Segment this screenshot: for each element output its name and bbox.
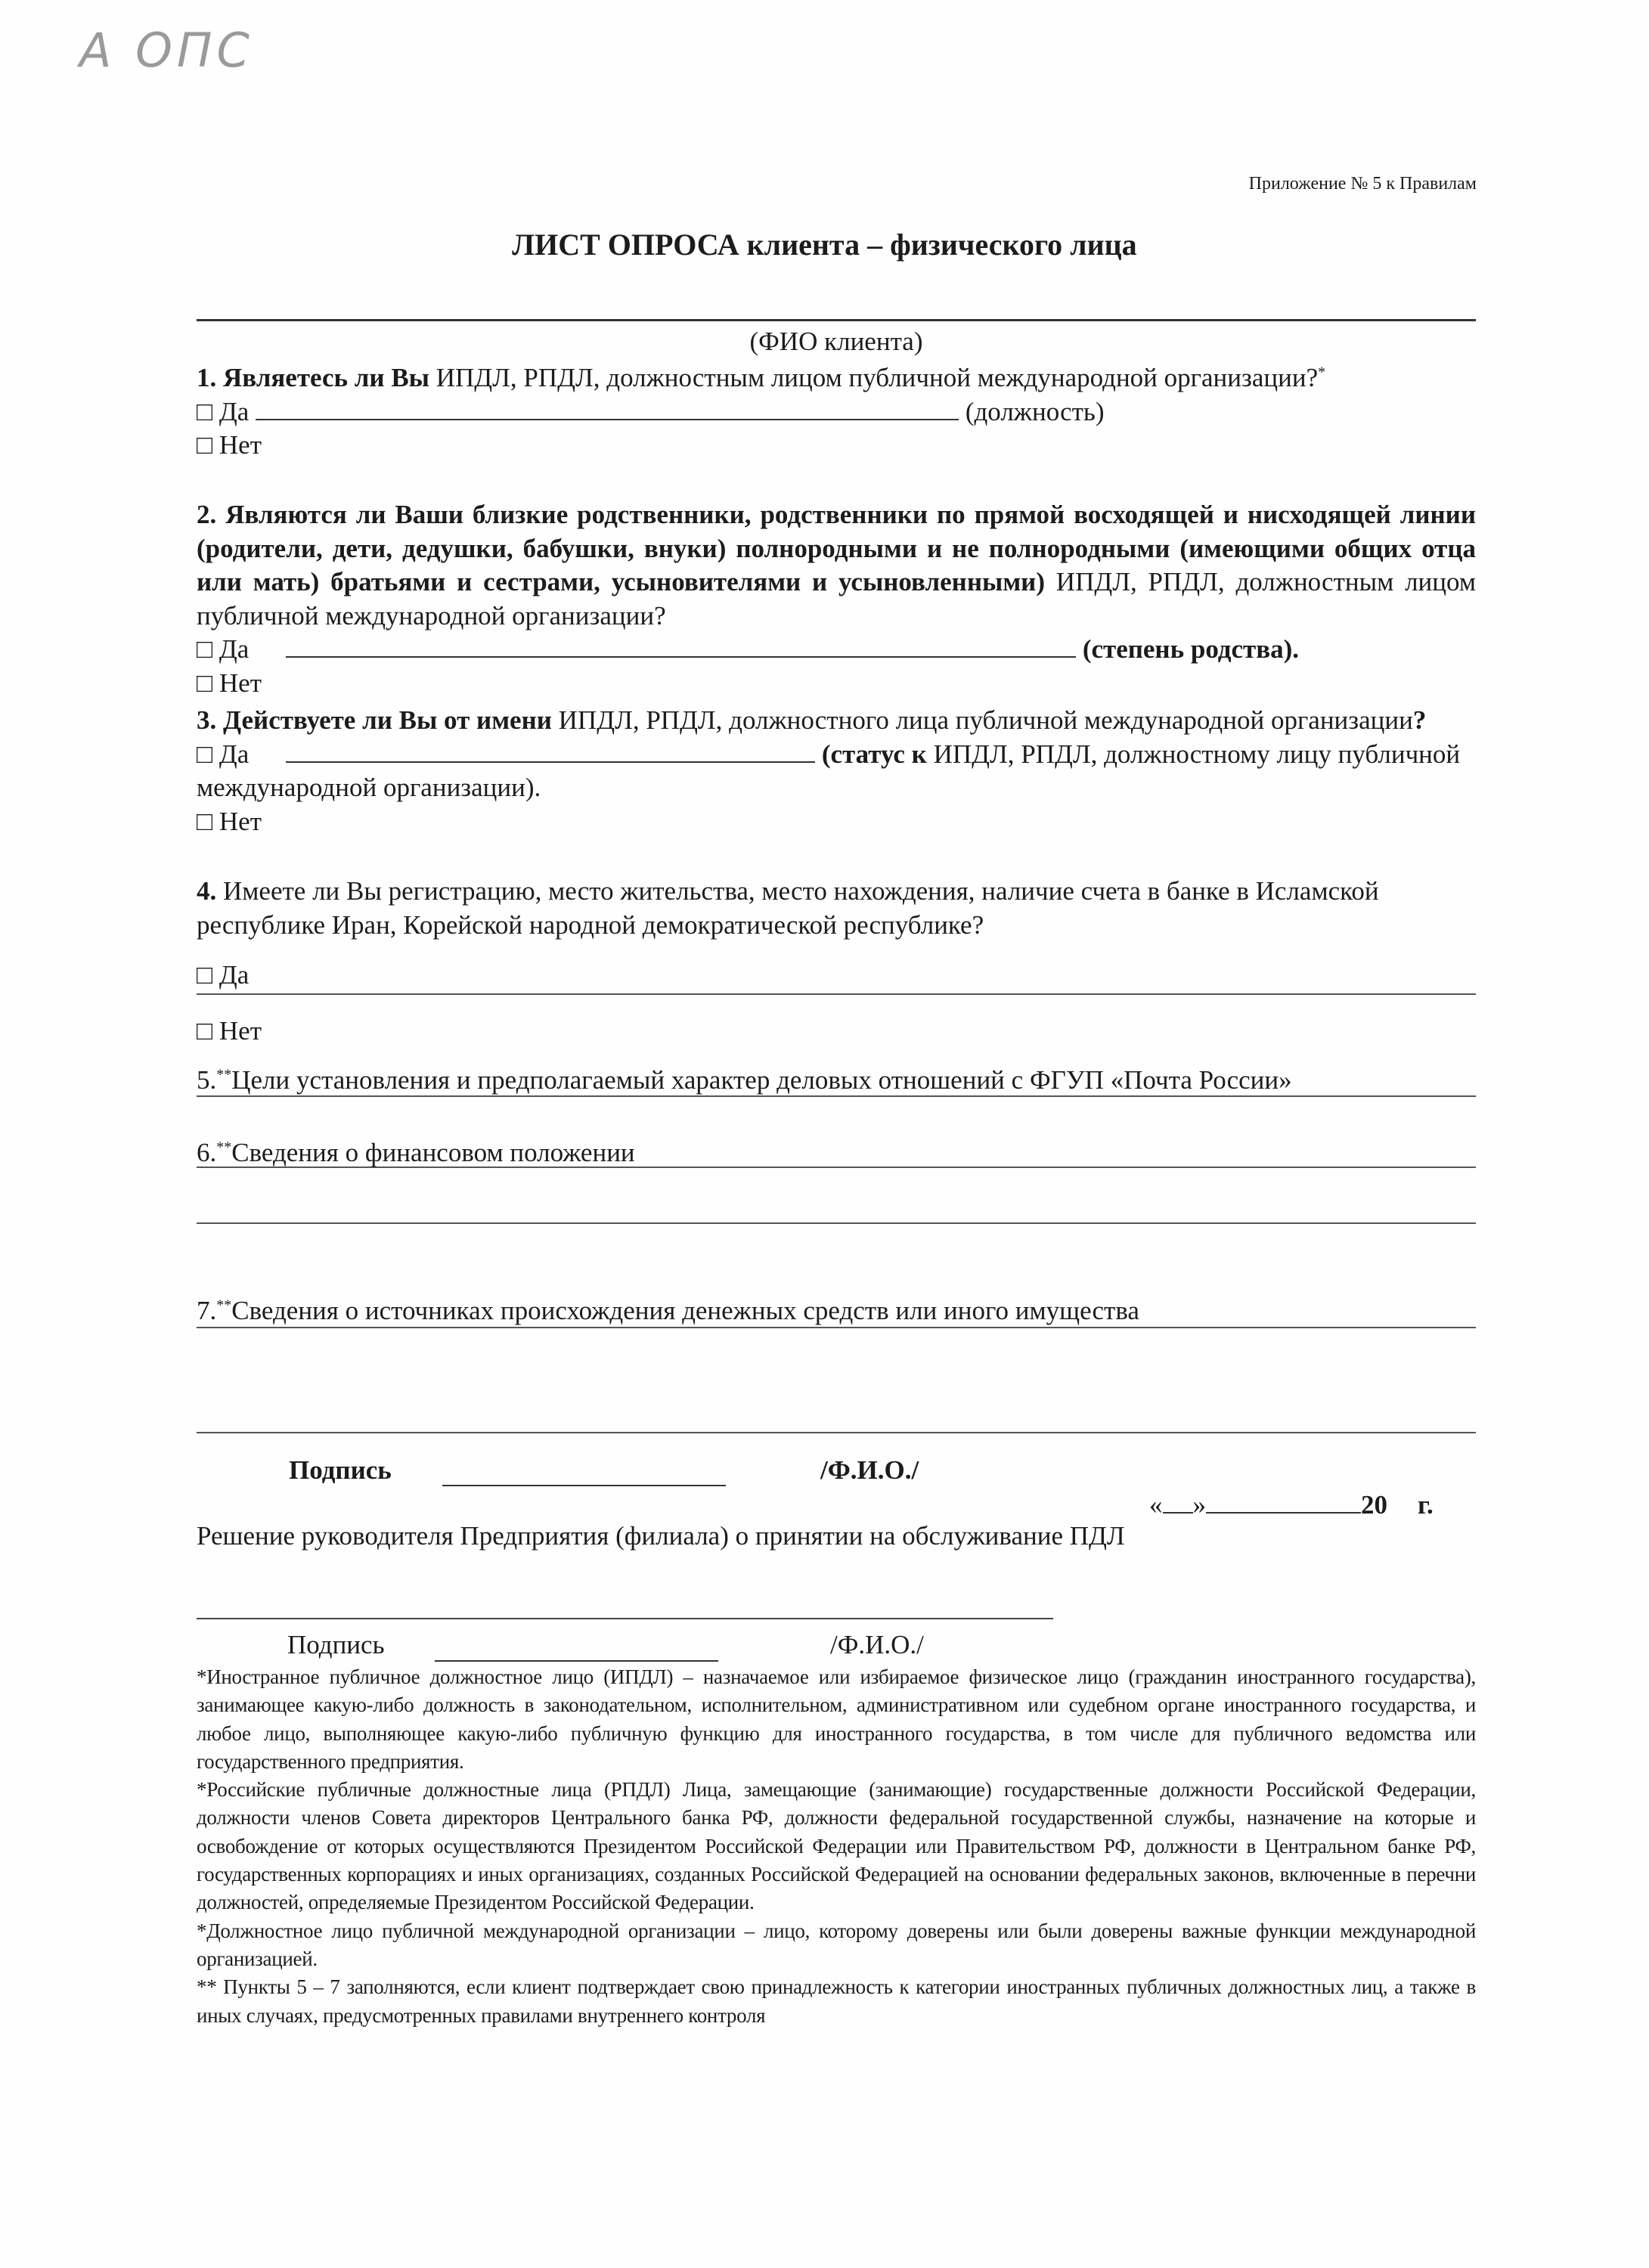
question-1 [197, 361, 1476, 463]
q3-yes-checkbox[interactable]: □ Да [197, 739, 250, 769]
q3-status-field[interactable] [286, 739, 815, 763]
question-7-field[interactable] [197, 1294, 1476, 1328]
q1-yes-suffix: (должность) [965, 396, 1105, 426]
q7-extra-line[interactable] [197, 1432, 1476, 1433]
q4-number: 4. [197, 876, 217, 906]
q2-text: ИПДЛ, РПДЛ, должностным лицом публичной международной организации? [197, 567, 1476, 631]
date-open-quote: « [1149, 1490, 1163, 1520]
date-day-field[interactable] [1163, 1489, 1193, 1514]
q2-yes-suffix: (степень родства). [1082, 634, 1300, 664]
q1-mark: * [1318, 364, 1326, 381]
manager-decision: Решение руководителя Предприятия (филиала) о принятии на обслуживание ПДЛ [197, 1521, 1125, 1551]
q7-number: 7. [197, 1296, 217, 1325]
q6-text: Сведения о финансовом положении [231, 1138, 635, 1167]
q2-yes-checkbox[interactable]: □ Да [197, 634, 250, 664]
question-4 [197, 875, 1476, 942]
footnote-items-5-7: ** Пункты 5 – 7 заполняются, если клиент подтверждает свою принадлежность к категории иностранных публичных должностных лиц, а также в иных случаях, предусмотренных правилами внутреннего контроля [197, 1975, 1476, 2027]
signature-fio: /Ф.И.О./ [820, 1455, 919, 1485]
question-5-field[interactable] [197, 1064, 1476, 1097]
q2-bold-text: 2. Являются ли Ваши близкие родственники, родственники по прямой восходящей и нисходящей линии (родители, дети, дедушки, бабушки, внуки) полнородными и не полнородными (имеющими общих отца или мать) братьями и сестрами, усыновителями и усыновленными) [197, 500, 1476, 596]
q6-number: 6. [197, 1138, 217, 1167]
date-field[interactable] [1149, 1489, 1434, 1520]
q7-mark: ** [216, 1297, 232, 1314]
footnote-ipdl: *Иностранное публичное должностное лицо (ИПДЛ) – назначаемое или избираемое физическое лицо (гражданин иностранного государства), занимающее какую-либо должность в законодательном, исполнительном, административном или судебном органе иностранного государства, и любое лицо, выполняющее какую-либо публичную функцию для иностранного государства, в том числе для публичного ведомства или государственного предприятия. [197, 1665, 1476, 1773]
q1-position-field[interactable] [256, 396, 959, 420]
page-title: ЛИСТ ОПРОСА клиента – физического лица [512, 228, 1137, 262]
handwritten-note: А ОПС [79, 23, 254, 78]
date-suffix: г. [1418, 1490, 1434, 1520]
q1-no-checkbox[interactable]: □ Нет [197, 430, 262, 460]
q5-mark: ** [216, 1066, 232, 1083]
q5-text: Цели установления и предполагаемый характер деловых отношений с ФГУП «Почта России» [231, 1065, 1292, 1095]
q5-number: 5. [197, 1065, 217, 1095]
footnote-rpdl: *Российские публичные должностные лица (РПДЛ) Лица, замещающие (занимающие) государственные должности Российской Федерации, должности членов Совета директоров Центрального банка РФ, должности федеральной государственной службы, назначение на которые и освобождение от которых осуществляются Президентом Российской Федерации или Правительством РФ, должности в Центральном банке РФ, государственных корпорациях и иных организациях, созданных Российской Федерацией на основании федеральных законов, включенные в перечни должностей, определяемые Президентом Российской Федерации. [197, 1778, 1476, 1914]
q7-text: Сведения о источниках происхождения денежных средств или иного имущества [231, 1296, 1139, 1325]
q4-text: Имеете ли Вы регистрацию, место жительства, место нахождения, наличие счета в банке в Исламской республике Иран, Корейской народной демократической республике? [197, 876, 1379, 940]
q6-mark: ** [216, 1139, 232, 1156]
q3-number: 3. Действуете ли Вы от имени [197, 705, 552, 735]
q1-text: ИПДЛ, РПДЛ, должностным лицом публичной международной организации? [429, 363, 1319, 392]
date-close-quote: » [1192, 1490, 1206, 1520]
date-year: 20 [1361, 1490, 1387, 1520]
footnotes [197, 1663, 1476, 2030]
q2-no-checkbox[interactable]: □ Нет [197, 668, 262, 698]
date-month-field[interactable] [1206, 1489, 1361, 1514]
q6-extra-line[interactable] [197, 1222, 1476, 1224]
signature2-field[interactable] [435, 1660, 718, 1662]
signature-label: Подпись [289, 1455, 392, 1485]
footnote-international-org: *Должностное лицо публичной международной организации – лицо, которому доверены или были доверены важные функции международной организацией. [197, 1919, 1476, 1970]
appendix-reference: Приложение № 5 к Правилам [1248, 174, 1477, 194]
q4-no-checkbox[interactable]: □ Нет [197, 1016, 262, 1046]
question-2 [197, 498, 1476, 700]
question-6-field[interactable] [197, 1136, 1476, 1168]
q3-text: ИПДЛ, РПДЛ, должностного лица публичной международной организации [551, 705, 1413, 735]
q1-number: 1. Являетесь ли Вы [197, 363, 429, 392]
question-3 [197, 704, 1476, 838]
q3-yes-suffix: ИПДЛ, РПДЛ, должностному лицу публичной международной организации). [197, 739, 1461, 802]
q3-yes-suffix-bold: (статус к [821, 739, 927, 769]
client-name-caption: (ФИО клиента) [749, 327, 923, 356]
q2-relation-field[interactable] [286, 634, 1076, 658]
client-name-field[interactable] [197, 319, 1476, 321]
q3-no-checkbox[interactable]: □ Нет [197, 806, 262, 836]
decision-field[interactable] [197, 1618, 1053, 1619]
signature-field[interactable] [442, 1485, 726, 1486]
signature2-fio: /Ф.И.О./ [830, 1630, 924, 1659]
signature2-label: Подпись [287, 1630, 385, 1659]
q3-qmark: ? [1412, 705, 1427, 735]
q1-yes-checkbox[interactable]: □ Да [197, 396, 250, 426]
q4-yes-checkbox[interactable]: □ Да [197, 959, 1476, 995]
